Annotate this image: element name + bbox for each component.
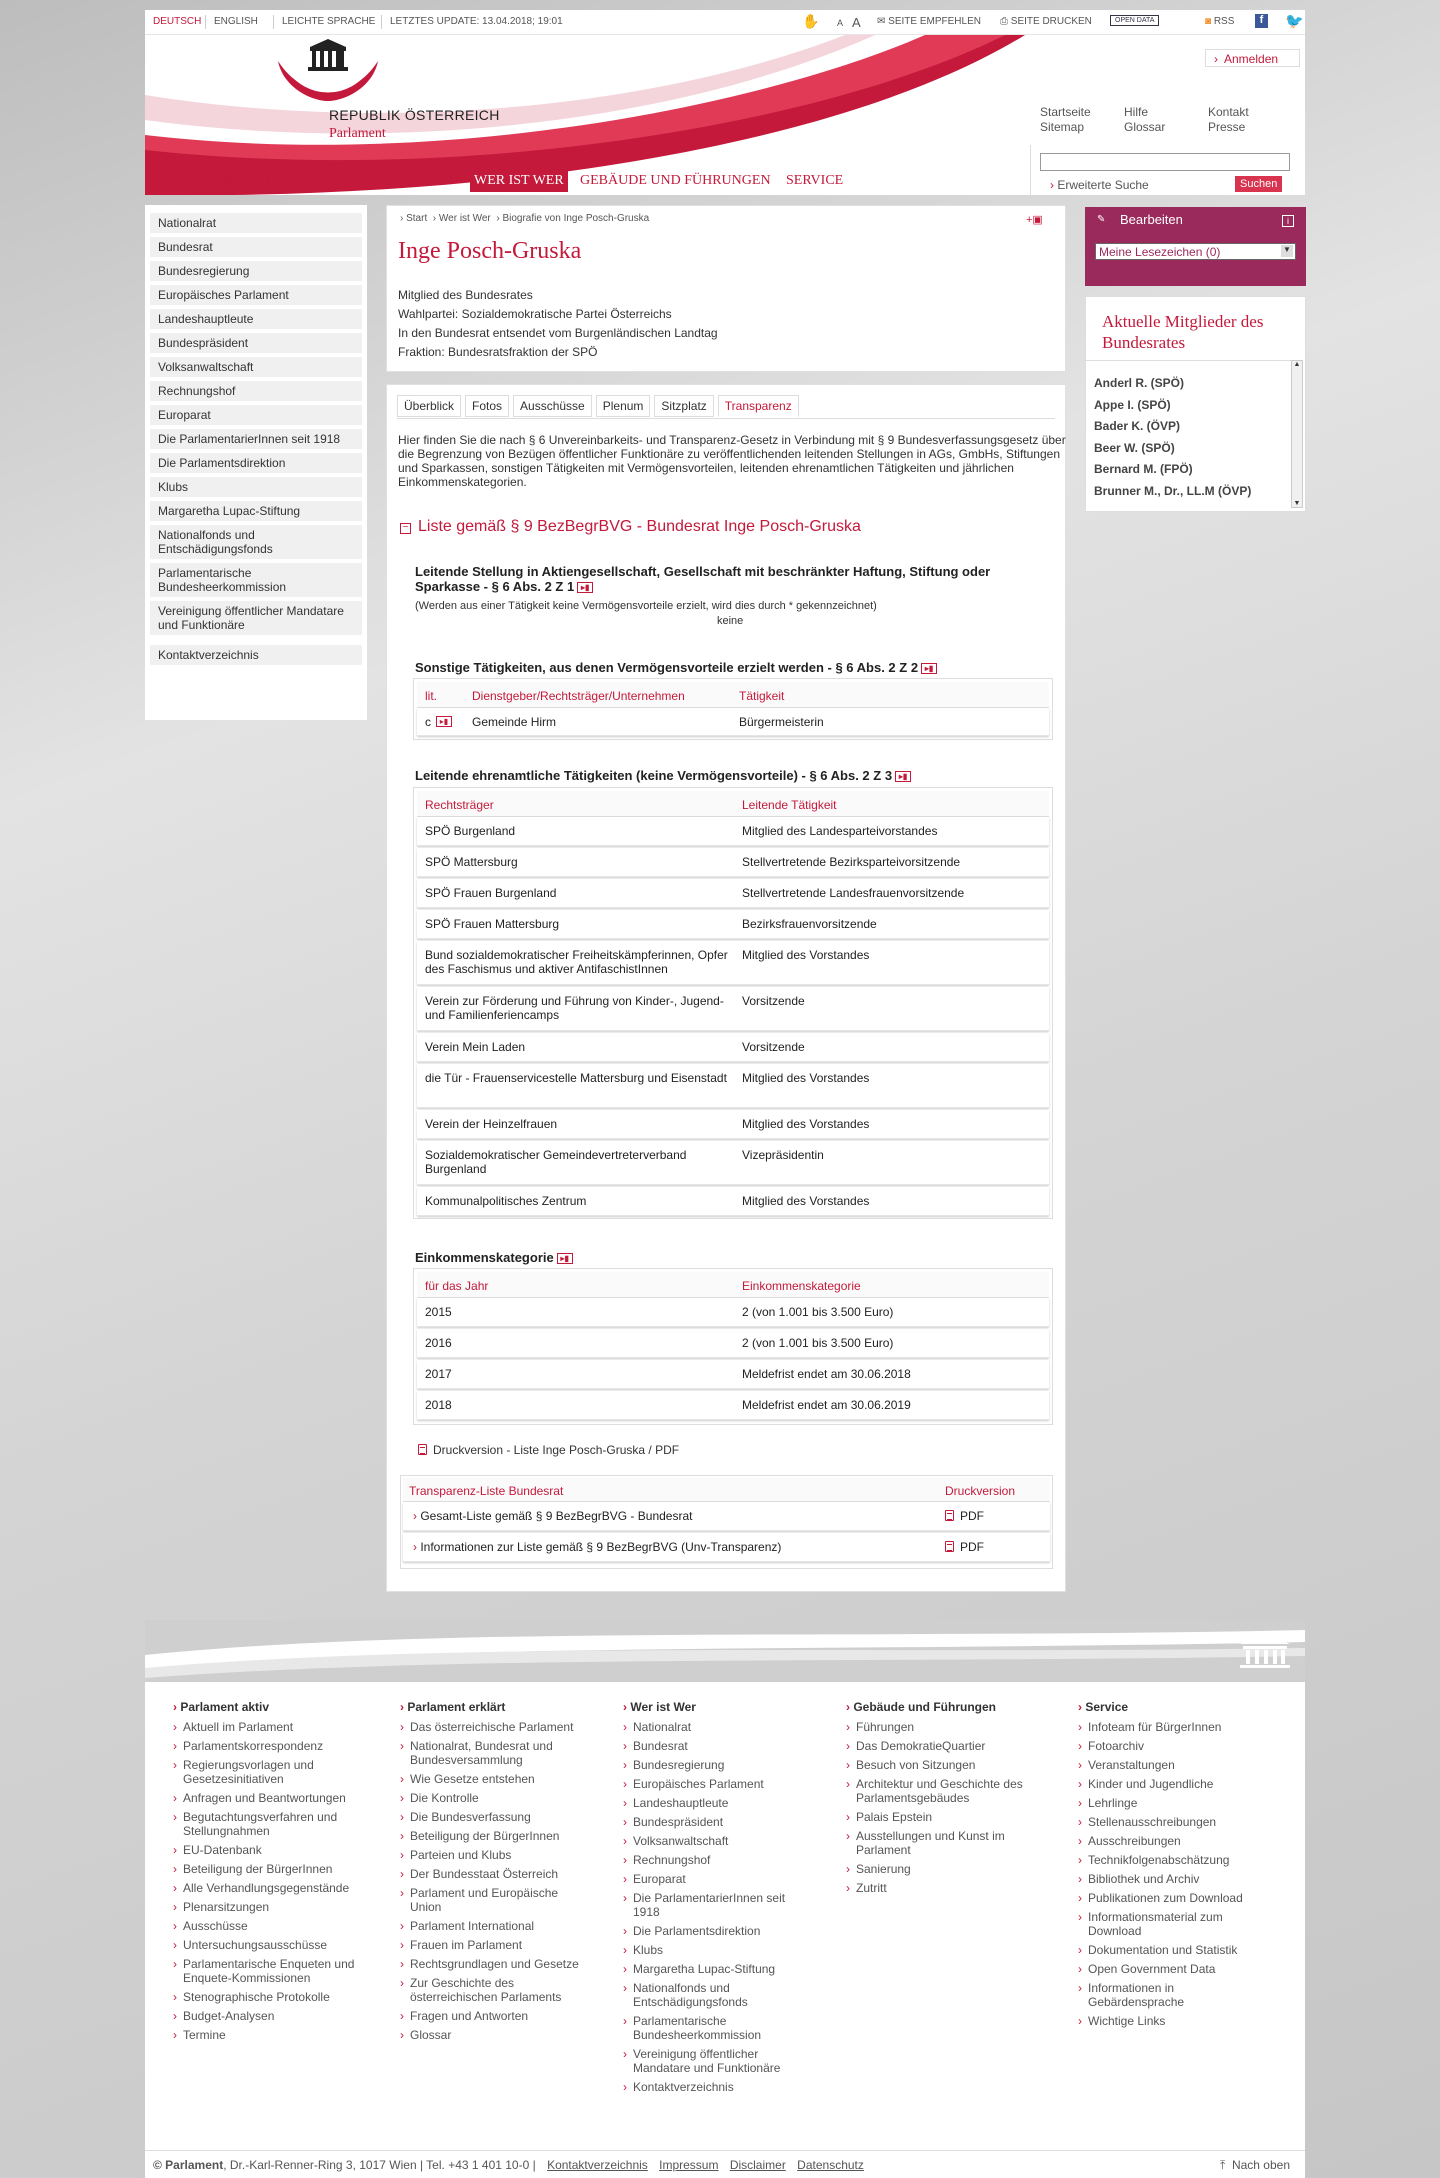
- rss-link[interactable]: ◙ RSS: [1205, 16, 1235, 27]
- tab-transparenz[interactable]: Transparenz: [718, 395, 799, 417]
- table-row[interactable]: › Gesamt-Liste gemäß § 9 BezBegrBVG - Bundesrat PDF: [403, 1502, 1050, 1531]
- kontakt-link[interactable]: Kontakt: [1208, 105, 1249, 119]
- footer-link[interactable]: › Veranstaltungen: [1078, 1758, 1263, 1772]
- table-row: die Tür - Frauenservicestelle Mattersburg und Eisenstadt Mitglied des Vorstandes: [417, 1064, 1049, 1108]
- footer-link[interactable]: › Bundesregierung: [623, 1758, 808, 1772]
- footer-link[interactable]: › Lehrlinge: [1078, 1796, 1263, 1810]
- footer-heading[interactable]: › Parlament erklärt: [400, 1700, 585, 1714]
- nav-service[interactable]: SERVICE: [786, 173, 844, 188]
- footer-link[interactable]: › Aktuell im Parlament: [173, 1720, 358, 1734]
- footer-link[interactable]: › Kinder und Jugendliche: [1078, 1777, 1263, 1791]
- mail-icon: ✉: [877, 16, 886, 27]
- footer-band: [145, 1620, 1305, 1682]
- footer-link[interactable]: › Fotoarchiv: [1078, 1739, 1263, 1753]
- table-row: c ▸▮ Gemeinde Hirm Bürgermeisterin: [417, 708, 1049, 736]
- footer-link[interactable]: › Parlament International: [400, 1919, 585, 1933]
- twitter-icon[interactable]: 🐦: [1285, 13, 1304, 30]
- footer-link[interactable]: › Rechnungshof: [623, 1853, 808, 1867]
- footer-link[interactable]: › Parlament und Europäische Union: [400, 1886, 585, 1914]
- leftnav-item[interactable]: Klubs: [150, 477, 362, 497]
- open-data-badge[interactable]: OPEN DATA: [1110, 15, 1159, 26]
- footer-link[interactable]: › Ausstellungen und Kunst im Parlament: [846, 1829, 1031, 1857]
- table-row[interactable]: › Informationen zur Liste gemäß § 9 BezBegrBVG (Unv-Transparenz) PDF: [403, 1533, 1050, 1562]
- leftnav-item[interactable]: Die ParlamentarierInnen seit 1918: [150, 429, 362, 449]
- table-row: SPÖ Mattersburg Stellvertretende Bezirksparteivorsitzende: [417, 848, 1049, 877]
- tab-sitzplatz[interactable]: Sitzplatz: [654, 395, 713, 417]
- footer-link[interactable]: › Termine: [173, 2028, 358, 2042]
- leftnav-item[interactable]: Europäisches Parlament: [150, 285, 362, 305]
- pdf-icon: [418, 1444, 427, 1455]
- font-small-button[interactable]: A: [837, 18, 844, 28]
- intro-text: Hier finden Sie die nach § 6 Unvereinbarkeits- und Transparenz-Gesetz in Verbindung mit § 9 Bundesverfassungsgesetz über die Begrenzung von Bezügen öffentlicher Funktionäre zu veröffentlichenden leitenden Stellungen in AGs, GmbHs, Stiftungen und Sparkassen, sonstigen Tätigkeiten mit Vermögensvorteilen, leitenden ehrenamtlichen Tätigkeiten und jährlichen Einkommenskategorien.: [398, 433, 1066, 489]
- footer-link[interactable]: › Führungen: [846, 1720, 1031, 1734]
- bookmarks-select[interactable]: Meine Lesezeichen (0) ▼: [1095, 243, 1296, 260]
- members-list: [1094, 373, 1251, 502]
- breadcrumb-current: › Biografie von Inge Posch-Gruska: [496, 213, 650, 224]
- list-item[interactable]: Brunner M., Dr., LL.M (ÖVP): [1094, 483, 1252, 498]
- external-link-icon[interactable]: ▸▮: [921, 663, 937, 674]
- search-button[interactable]: Suchen: [1235, 176, 1282, 192]
- footer-link[interactable]: › Infoteam für BürgerInnen: [1078, 1720, 1263, 1734]
- footer-link[interactable]: › Kontaktverzeichnis: [623, 2080, 808, 2094]
- table-row: Verein Mein Laden Vorsitzende: [417, 1033, 1049, 1062]
- top-bar: [145, 10, 1305, 35]
- footer-brand: © Parlament: [153, 2158, 224, 2172]
- printer-icon: ⎙: [1000, 16, 1008, 27]
- footer-datenschutz-link[interactable]: Datenschutz: [797, 2158, 864, 2172]
- breadcrumb-wer-ist-wer[interactable]: › Wer ist Wer: [432, 213, 491, 224]
- table-row: 2016 2 (von 1.001 bis 3.500 Euro): [417, 1329, 1049, 1358]
- table-row: 2015 2 (von 1.001 bis 3.500 Euro): [417, 1298, 1049, 1327]
- tab-plenum[interactable]: Plenum: [596, 395, 651, 417]
- footer-col-parlament-aktiv: [173, 1700, 358, 2047]
- footer-link[interactable]: › Glossar: [400, 2028, 585, 2042]
- presse-link[interactable]: Presse: [1208, 120, 1246, 134]
- page-title: Inge Posch-Gruska: [398, 238, 582, 264]
- facebook-icon[interactable]: f: [1255, 14, 1268, 28]
- footer-link[interactable]: › Technikfolgenabschätzung: [1078, 1853, 1263, 1867]
- footer-link[interactable]: › Bundespräsident: [623, 1815, 808, 1829]
- table-row: SPÖ Frauen Mattersburg Bezirksfrauenvorsitzende: [417, 910, 1049, 939]
- external-link-icon[interactable]: ▸▮: [895, 771, 911, 782]
- list-item[interactable]: Appe I. (SPÖ): [1094, 397, 1171, 412]
- s3-table: [413, 787, 1053, 1219]
- tab-ausschuesse[interactable]: Ausschüsse: [513, 395, 592, 417]
- list-item[interactable]: Bader K. (ÖVP): [1094, 419, 1181, 433]
- startseite-link[interactable]: Startseite: [1040, 105, 1091, 119]
- footer-address: , Dr.-Karl-Renner-Ring 3, 1017 Wien | Tel. +43 1 401 10-0 |: [223, 2158, 536, 2172]
- chevron-down-icon: ▼: [1281, 245, 1293, 257]
- footer-link[interactable]: › Klubs: [623, 1943, 808, 1957]
- table-row: Kommunalpolitisches Zentrum Mitglied des Vorstandes: [417, 1187, 1049, 1216]
- pdf-icon: [945, 1510, 954, 1521]
- footer-link[interactable]: › Das DemokratieQuartier: [846, 1739, 1031, 1753]
- footer-link[interactable]: › Parlamentarische Enqueten und Enquete-Kommissionen: [173, 1957, 358, 1985]
- person-info: [398, 286, 718, 362]
- list-item[interactable]: Beer W. (SPÖ): [1094, 440, 1175, 455]
- footer-link[interactable]: › Bibliothek und Archiv: [1078, 1872, 1263, 1886]
- footer-link[interactable]: › Die ParlamentarierInnen seit 1918: [623, 1891, 808, 1919]
- list-item[interactable]: Bernard M. (FPÖ): [1094, 462, 1193, 476]
- section-title[interactable]: − Liste gemäß § 9 BezBegrBVG - Bundesrat Inge Posch-Gruska: [400, 518, 861, 536]
- s2-title: Sonstige Tätigkeiten, aus denen Vermögensvorteile erzielt werden - § 6 Abs. 2 Z 2 ▸▮: [415, 660, 937, 675]
- footer-link[interactable]: › Dokumentation und Statistik: [1078, 1943, 1263, 1957]
- login-button[interactable]: › Anmelden: [1205, 49, 1300, 67]
- footer-link[interactable]: › Budget-Analysen: [173, 2009, 358, 2023]
- pdf-link[interactable]: PDF: [945, 1540, 984, 1554]
- lang-deutsch[interactable]: DEUTSCH: [153, 16, 202, 27]
- arrow-up-icon: ⤒: [1219, 2158, 1226, 2172]
- footer-link[interactable]: › Publikationen zum Download: [1078, 1891, 1263, 1905]
- breadcrumb: [400, 213, 649, 224]
- extended-search-link[interactable]: › Erweiterte Suche: [1050, 178, 1149, 192]
- table-header: Rechtsträger Leitende Tätigkeit: [417, 791, 1049, 817]
- leftnav-item[interactable]: Kontaktverzeichnis: [150, 645, 362, 665]
- footer-link[interactable]: › Nationalrat: [623, 1720, 808, 1734]
- glossar-link[interactable]: Glossar: [1124, 120, 1166, 134]
- footer-link[interactable]: › Nationalfonds und Entschädigungsfonds: [623, 1981, 808, 2009]
- list-item[interactable]: Anderl R. (SPÖ): [1094, 376, 1185, 390]
- table-header: lit. Dienstgeber/Rechtsträger/Unternehmen Tätigkeit: [417, 682, 1049, 708]
- pencil-icon: ✎: [1097, 214, 1106, 225]
- footer-heading[interactable]: › Gebäude und Führungen: [846, 1700, 1031, 1714]
- header-links-col3: [1208, 105, 1249, 135]
- table-row: 2018 Meldefrist endet am 30.06.2019: [417, 1391, 1049, 1420]
- members-panel: [1085, 296, 1306, 512]
- footer-col-wer-ist-wer: [623, 1700, 808, 2099]
- footer-col-parlament-erklaert: [400, 1700, 585, 2047]
- footer-link[interactable]: › Palais Epstein: [846, 1810, 1031, 1824]
- transparency-list-table: [400, 1475, 1053, 1569]
- druck-pdf-link[interactable]: Druckversion - Liste Inge Posch-Gruska / PDF: [418, 1443, 679, 1457]
- footer-bottom-bar: [145, 2150, 1305, 2178]
- leftnav-item[interactable]: Nationalfonds und Entschädigungsfonds: [150, 525, 362, 559]
- leftnav-item[interactable]: Vereinigung öffentlicher Mandatare und Funktionäre: [150, 601, 362, 635]
- person-role: Mitglied des Bundesrates: [398, 288, 533, 302]
- nav-parlament-aktiv[interactable]: PARLAMENT AKTIV: [157, 173, 288, 188]
- footer-link[interactable]: › Margaretha Lupac-Stiftung: [623, 1962, 808, 1976]
- table-header: für das Jahr Einkommenskategorie: [417, 1272, 1049, 1298]
- tab-divider: [397, 418, 1055, 419]
- footer-link[interactable]: › Sanierung: [846, 1862, 1031, 1876]
- person-party: Wahlpartei: Sozialdemokratische Partei Österreichs: [398, 307, 672, 321]
- footer-link[interactable]: › Das österreichische Parlament: [400, 1720, 585, 1734]
- footer-link[interactable]: › Stenographische Protokolle: [173, 1990, 358, 2004]
- external-link-icon[interactable]: ▸▮: [557, 1253, 573, 1264]
- profile-tabs: [397, 395, 803, 417]
- footer-link[interactable]: › Begutachtungsverfahren und Stellungnahmen: [173, 1810, 358, 1838]
- footer-link[interactable]: › Europarat: [623, 1872, 808, 1886]
- footer-link[interactable]: › Parteien und Klubs: [400, 1848, 585, 1862]
- footer-link[interactable]: › Zur Geschichte des österreichischen Parlaments: [400, 1976, 585, 2004]
- footer-link[interactable]: › Europäisches Parlament: [623, 1777, 808, 1791]
- footer-disclaimer-link[interactable]: Disclaimer: [729, 2158, 786, 2172]
- s1-title: Leitende Stellung in Aktiengesellschaft, Gesellschaft mit beschränkter Haftung, Stiftung oder Sparkasse - § 6 Abs. 2 Z 1 ▸▮: [415, 564, 991, 594]
- s3-title: Leitende ehrenamtliche Tätigkeiten (keine Vermögensvorteile) - § 6 Abs. 2 Z 3 ▸▮: [415, 768, 911, 783]
- lang-english[interactable]: ENGLISH: [214, 16, 258, 27]
- leftnav-item[interactable]: Volksanwaltschaft: [150, 357, 362, 377]
- table-row: Verein der Heinzelfrauen Mitglied des Vorstandes: [417, 1110, 1049, 1139]
- footer-link[interactable]: › Informationsmaterial zum Download: [1078, 1910, 1263, 1938]
- search-input[interactable]: [1040, 153, 1290, 171]
- footer-link[interactable]: › Vereinigung öffentlicher Mandatare und Funktionäre: [623, 2047, 808, 2075]
- breadcrumb-start[interactable]: › Start: [400, 213, 428, 224]
- person-faction: Fraktion: Bundesratsfraktion der SPÖ: [398, 345, 598, 359]
- footer-link[interactable]: › Parlamentskorrespondenz: [173, 1739, 358, 1753]
- leftnav-item[interactable]: Europarat: [150, 405, 362, 425]
- footer-kontakt-link[interactable]: Kontaktverzeichnis: [547, 2158, 648, 2172]
- leftnav-item[interactable]: Bundesregierung: [150, 261, 362, 281]
- footer-link[interactable]: › EU-Datenbank: [173, 1843, 358, 1857]
- footer-link[interactable]: › Stellenausschreibungen: [1078, 1815, 1263, 1829]
- leftnav-item[interactable]: Die Parlamentsdirektion: [150, 453, 362, 473]
- footer-link[interactable]: › Nationalrat, Bundesrat und Bundesversammlung: [400, 1739, 585, 1767]
- pdf-icon: [945, 1541, 954, 1552]
- leftnav-item[interactable]: Parlamentarische Bundesheerkommission: [150, 563, 362, 597]
- footer-link[interactable]: › Anfragen und Beantwortungen: [173, 1791, 358, 1805]
- recommend-link[interactable]: ✉ SEITE EMPFEHLEN: [877, 16, 981, 27]
- footer-link[interactable]: › Die Kontrolle: [400, 1791, 585, 1805]
- edit-label[interactable]: Bearbeiten: [1120, 212, 1183, 227]
- lang-leichte-sprache[interactable]: LEICHTE SPRACHE: [282, 16, 376, 27]
- s2-table: [413, 678, 1053, 740]
- footer-link[interactable]: › Bundesrat: [623, 1739, 808, 1753]
- rss-icon: ◙: [1205, 16, 1212, 27]
- footer-link[interactable]: › Plenarsitzungen: [173, 1900, 358, 1914]
- external-link-icon[interactable]: ▸▮: [577, 582, 593, 593]
- back-to-top-link[interactable]: ⤒ Nach oben: [1219, 2158, 1290, 2172]
- footer-link[interactable]: › Zutritt: [846, 1881, 1031, 1895]
- footer-link[interactable]: › Die Bundesverfassung: [400, 1810, 585, 1824]
- site-subtitle: Parlament: [329, 126, 386, 141]
- tab-fotos[interactable]: Fotos: [465, 395, 509, 417]
- footer-link[interactable]: › Ausschüsse: [173, 1919, 358, 1933]
- parliament-logo-icon[interactable]: [273, 39, 383, 109]
- footer-link[interactable]: › Frauen im Parlament: [400, 1938, 585, 1952]
- person-delegation: In den Bundesrat entsendet vom Burgenländischen Landtag: [398, 326, 718, 340]
- footer-link[interactable]: › Beteiligung der BürgerInnen: [173, 1862, 358, 1876]
- site-title: REPUBLIK ÖSTERREICH: [329, 107, 500, 123]
- footer-link[interactable]: › Wichtige Links: [1078, 2014, 1263, 2028]
- scrollbar[interactable]: ▲ ▼: [1291, 360, 1303, 508]
- table-row: SPÖ Burgenland Mitglied des Landesparteivorstandes: [417, 817, 1049, 846]
- footer-link[interactable]: › Rechtsgrundlagen und Gesetze: [400, 1957, 585, 1971]
- footer-heading[interactable]: › Parlament aktiv: [173, 1700, 358, 1714]
- footer-link[interactable]: › Architektur und Geschichte des Parlamentsgebäudes: [846, 1777, 1031, 1805]
- tab-ueberblick[interactable]: Überblick: [397, 395, 461, 417]
- nav-gebaeude-fuehrungen[interactable]: GEBÄUDE UND FÜHRUNGEN: [580, 173, 771, 188]
- leftnav-item[interactable]: Rechnungshof: [150, 381, 362, 401]
- footer-link[interactable]: › Open Government Data: [1078, 1962, 1263, 1976]
- footer-col-gebaeude: [846, 1700, 1031, 1900]
- last-update: LETZTES UPDATE: 13.04.2018; 19:01: [390, 16, 563, 27]
- footer-col-service: [1078, 1700, 1263, 2033]
- table-row: Verein zur Förderung und Führung von Kinder-, Jugend- und Familienferiencamps Vorsitzende: [417, 987, 1049, 1031]
- footer-link[interactable]: › Der Bundesstaat Österreich: [400, 1867, 585, 1881]
- font-large-button[interactable]: A: [852, 15, 861, 30]
- external-link-icon[interactable]: ▸▮: [436, 716, 452, 727]
- footer-link[interactable]: › Ausschreibungen: [1078, 1834, 1263, 1848]
- footer-heading[interactable]: › Service: [1078, 1700, 1263, 1714]
- footer-heading[interactable]: › Wer ist Wer: [623, 1700, 808, 1714]
- hilfe-link[interactable]: Hilfe: [1124, 105, 1149, 119]
- nav-parlament-erklaert[interactable]: PARLAMENT ERKLÄRT: [304, 173, 456, 188]
- table-header: Transparenz-Liste Bundesrat Druckversion: [403, 1478, 1050, 1502]
- footer-link[interactable]: › Informationen in Gebärdensprache: [1078, 1981, 1263, 2009]
- table-row: 2017 Meldefrist endet am 30.06.2018: [417, 1360, 1049, 1389]
- s1-note: (Werden aus einer Tätigkeit keine Vermögensvorteile erzielt, wird dies durch * gekennzeichnet): [415, 600, 877, 612]
- leftnav-item[interactable]: Bundesrat: [150, 237, 362, 257]
- footer-link[interactable]: › Wie Gesetze entstehen: [400, 1772, 585, 1786]
- sitemap-link[interactable]: Sitemap: [1040, 120, 1085, 134]
- footer-link[interactable]: › Volksanwaltschaft: [623, 1834, 808, 1848]
- footer-link[interactable]: › Regierungsvorlagen und Gesetzesinitiativen: [173, 1758, 358, 1786]
- sign-language-icon[interactable]: ✋: [802, 13, 820, 29]
- footer-link[interactable]: › Alle Verhandlungsgegenstände: [173, 1881, 358, 1895]
- pdf-link[interactable]: PDF: [945, 1509, 984, 1523]
- edit-panel: [1085, 207, 1306, 286]
- s4-title: Einkommenskategorie ▸▮: [415, 1250, 573, 1265]
- header-links-col1: [1040, 105, 1091, 135]
- info-icon[interactable]: i: [1282, 215, 1294, 227]
- bookmark-add-icon[interactable]: +▣: [1026, 214, 1043, 226]
- table-row: Bund sozialdemokratischer Freiheitskämpferinnen, Opfer des Faschismus und aktiver AntifaschistInnen Mitglied des Vorstandes: [417, 941, 1049, 985]
- left-navigation: [145, 205, 367, 720]
- footer-link[interactable]: › Untersuchungsausschüsse: [173, 1938, 358, 1952]
- s4-table: [413, 1268, 1053, 1425]
- leftnav-item[interactable]: Margaretha Lupac-Stiftung: [150, 501, 362, 521]
- leftnav-item[interactable]: Bundespräsident: [150, 333, 362, 353]
- footer-link[interactable]: › Parlamentarische Bundesheerkommission: [623, 2014, 808, 2042]
- footer-link[interactable]: › Landeshauptleute: [623, 1796, 808, 1810]
- table-row: SPÖ Frauen Burgenland Stellvertretende Landesfrauenvorsitzende: [417, 879, 1049, 908]
- footer-link[interactable]: › Beteiligung der BürgerInnen: [400, 1829, 585, 1843]
- footer-parliament-icon: [1235, 1632, 1295, 1672]
- leftnav-item[interactable]: Nationalrat: [150, 213, 362, 233]
- leftnav-item[interactable]: Landeshauptleute: [150, 309, 362, 329]
- footer-link[interactable]: › Die Parlamentsdirektion: [623, 1924, 808, 1938]
- footer-impressum-link[interactable]: Impressum: [659, 2158, 719, 2172]
- table-row: Sozialdemokratischer Gemeindevertreterverband Burgenland Vizepräsidentin: [417, 1141, 1049, 1185]
- print-link[interactable]: ⎙ SEITE DRUCKEN: [1000, 16, 1092, 27]
- header-links-col2: [1124, 105, 1165, 135]
- footer-link[interactable]: › Fragen und Antworten: [400, 2009, 585, 2023]
- footer-link[interactable]: › Besuch von Sitzungen: [846, 1758, 1031, 1772]
- collapse-icon[interactable]: −: [400, 523, 411, 534]
- s1-none: keine: [717, 615, 744, 627]
- members-title: Aktuelle Mitglieder des Bundesrates: [1102, 312, 1264, 352]
- nav-wer-ist-wer[interactable]: WER IST WER: [470, 170, 568, 192]
